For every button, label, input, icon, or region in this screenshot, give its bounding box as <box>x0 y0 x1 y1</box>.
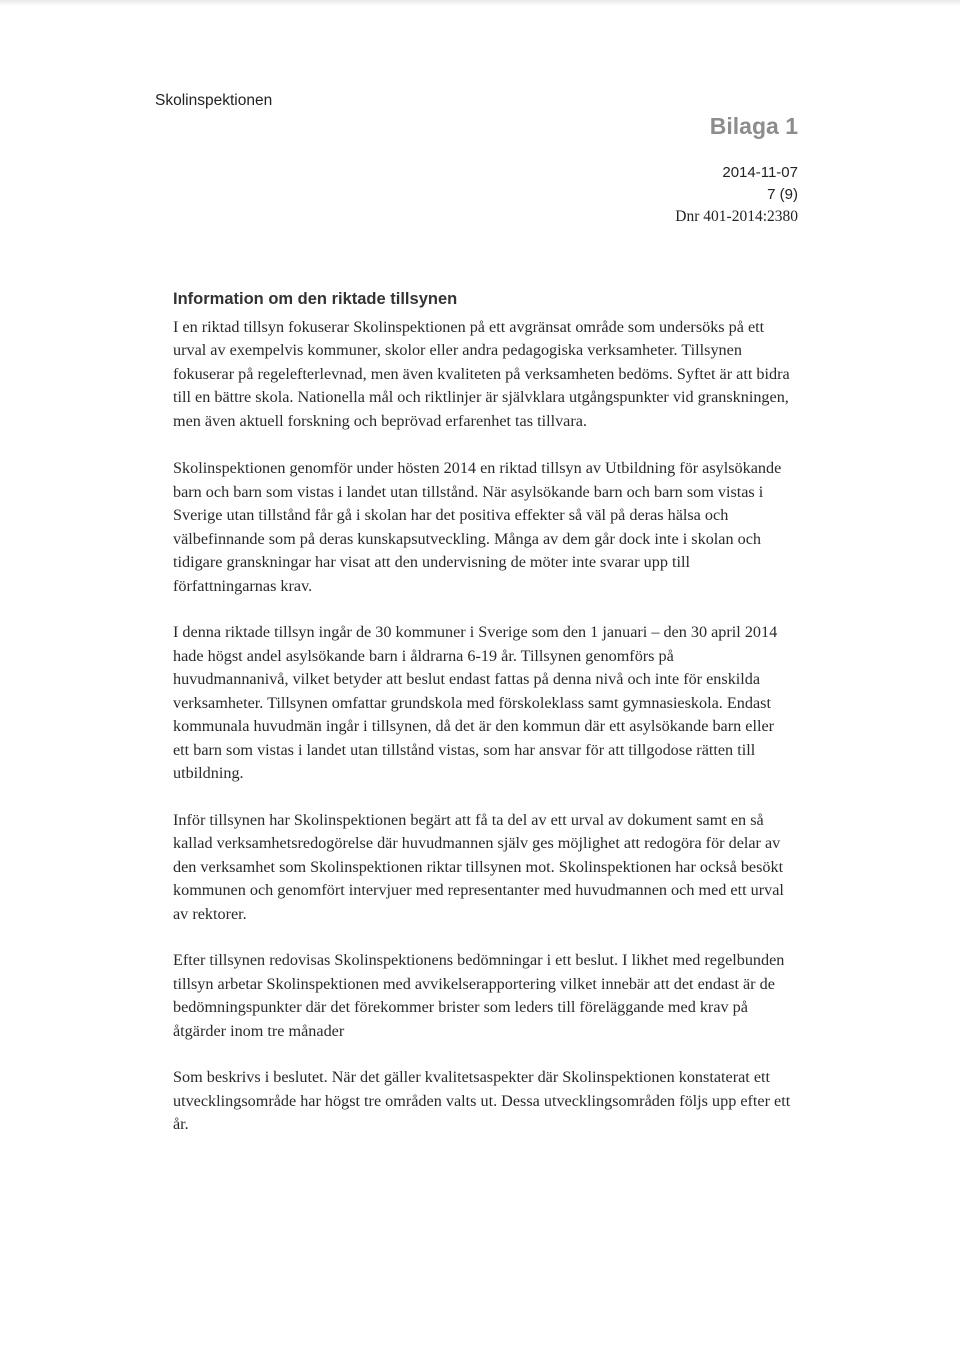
paragraph-3: I denna riktade tillsyn ingår de 30 kommuner i Sverige som den 1 januari – den 30 april 2014 hade högst andel asylsökande barn i åldrarna 6-19 år. Tillsynen genomförs på huvudmannanivå, vilket betyder att beslut endast fattas på denna nivå och inte för enskilda verksamheter. Tillsynen omfattar grundskola med förskoleklass samt gymnasieskola. Endast kommunala huvudmän ingår i tillsynen, då det är den kommun där ett asylsökande barn eller ett barn som vistas i landet utan tillstånd vistas, som har ansvar för att tillgodose rätten till utbildning. <box>173 623 778 782</box>
paragraph-5: Efter tillsynen redovisas Skolinspektionens bedömningar i ett beslut. I likhet med regelbunden tillsyn arbetar Skolinspektionen med avvikelserapportering vilket innebär att det endast är de bedömningspunkter där det förekommer brister som leders till föreläggande med krav på åtgärder inom tre månader <box>173 951 785 1040</box>
document-meta <box>675 162 798 228</box>
diary-number: Dnr 401-2014:2380 <box>675 208 798 225</box>
scan-edge <box>0 0 960 6</box>
document-body <box>173 288 793 1160</box>
section-heading: Information om den riktade tillsynen <box>173 290 458 308</box>
page-number: 7 (9) <box>767 186 798 203</box>
paragraph-4: Inför tillsynen har Skolinspektionen begärt att få ta del av ett urval av dokument samt en så kallad verksamhetsredogörelse där huvudmannen själv ges möjlighet att redogöra för delar av den verksamhet som Skolinspektionen riktar tillsynen mot. Skolinspektionen har också besökt kommunen och genomfört intervjuer med representanter med huvudmannen och med ett urval av rektorer. <box>173 810 784 923</box>
paragraph-2: Skolinspektionen genomför under hösten 2014 en riktad tillsyn av Utbildning för asylsökande barn och barn som vistas i landet utan tillstånd. När asylsökande barn och barn som vistas i Sverige utan tillstånd får gå i skolan har det positiva effekter så väl på deras hälsa och välbefinnande som på deras kunskapsutveckling. Många av dem går dock inte i skolan och tidigare granskningar har visat att den undervisning de möter inte svarar upp till författningarnas krav. <box>173 459 782 595</box>
paragraph-6: Som beskrivs i beslutet. När det gäller kvalitetsaspekter där Skolinspektionen konstaterat ett utvecklingsområde har högst tre områden valts ut. Dessa utvecklingsområden följs upp efter ett år. <box>173 1068 791 1133</box>
document-date: 2014-11-07 <box>722 164 798 181</box>
organization-name: Skolinspektionen <box>155 92 273 109</box>
attachment-label: Bilaga 1 <box>709 113 798 139</box>
paragraph-1: I en riktad tillsyn fokuserar Skolinspektionen på ett avgränsat område som undersöks på ett urval av exempelvis kommuner, skolor eller andra pedagogiska verksamheter. Tillsynen fokuserar på regelefterlevnad, men även kvaliteten på verksamheten bedöms. Syftet är att bidra till en bättre skola. Nationella mål och riktlinjer är självklara utgångspunkter vid granskningen, men även aktuell forskning och beprövad erfarenhet tas tillvara. <box>173 317 790 430</box>
